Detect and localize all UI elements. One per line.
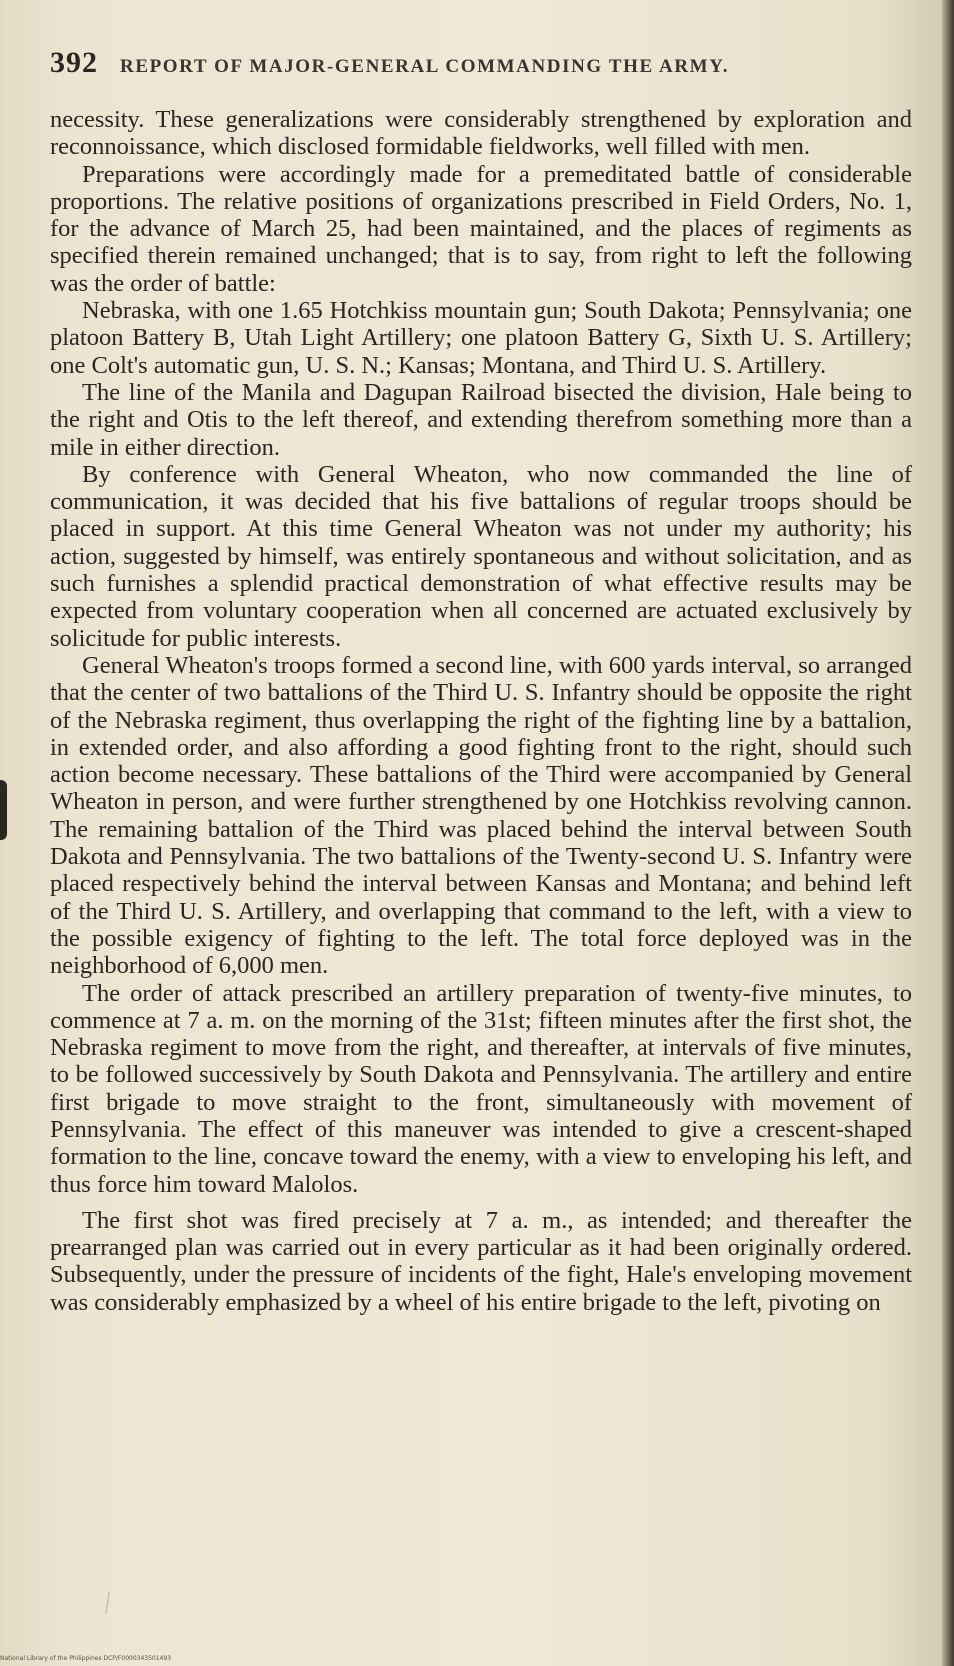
page-number: 392 <box>50 46 98 79</box>
paragraph-5: By conference with General Wheaton, who now commanded the line of communication, it was decided that his five battalions of regular troops should be placed in support. At this time General Wheaton was not under my authority; his action, suggested by himself, was entirely spontaneous and without solicitation, and as such furnishes a splendid practical demonstration of what effective results may be expected from voluntary cooperation when all concerned are actuated exclusively by solicitude for public interests. <box>50 460 912 652</box>
paragraph-6: General Wheaton's troops formed a second line, with 600 yards interval, so arranged that the center of two battalions of the Third U. S. Infantry should be opposite the right of the Nebraska regiment, thus overlapping the right of the fighting line by a battalion, in extended order, and also affording a good fighting front to the right, should such action become necessary. These battalions of the Third were accompanied by General Wheaton in person, and were further strengthened by one Hotchkiss revolving cannon. The remaining battalion of the Third was placed behind the interval between South Dakota and Pennsylvania. The two battalions of the Twenty-second U. S. Infantry were placed respectively behind the interval between Kansas and Montana; and behind left of the Third U. S. Artillery, and overlapping that command to the left, with a view to the possible exigency of fighting to the left. The total force deployed was in the neighborhood of 6,000 men. <box>50 651 912 980</box>
paragraph-7: The order of attack prescribed an artillery preparation of twenty-five minutes, to commence at 7 a. m. on the morning of the 31st; fifteen minutes after the first shot, the Nebraska regiment to move from the right, and thereafter, at intervals of five minutes, to be followed successively by South Dakota and Pennsylvania. The artillery and entire first brigade to move straight to the front, simultaneously with movement of Pennsylvania. The effect of this maneuver was intended to give a crescent-shaped formation to the line, concave toward the enemy, with a view to enveloping his left, and thus force him toward Malolos. <box>50 979 912 1198</box>
running-head: REPORT OF MAJOR-GENERAL COMMANDING THE ARMY. <box>120 56 730 77</box>
margin-smudge <box>0 780 7 840</box>
binding-edge-shadow <box>942 0 954 1666</box>
scan-footer-mark: National Library of the Philippines DCP/F0000343501493 <box>0 1655 171 1662</box>
paragraph-1: necessity. These generalizations were considerably strengthened by exploration and reconnoissance, which disclosed formidable fieldworks, well filled with men. <box>50 106 912 161</box>
page-header <box>50 46 910 86</box>
pencil-mark <box>105 1592 109 1614</box>
paragraph-3: Nebraska, with one 1.65 Hotchkiss mountain gun; South Dakota; Pennsylvania; one platoon Battery B, Utah Light Artillery; one platoon Battery G, Sixth U. S. Artillery; one Colt's automatic gun, U. S. N.; Kansas; Montana, and Third U. S. Artillery. <box>50 297 912 379</box>
paragraph-2: Preparations were accordingly made for a premeditated battle of considerable proportions. The relative positions of organizations prescribed in Field Orders, No. 1, for the advance of March 25, had been maintained, and the places of regiments as specified therein remained unchanged; that is to say, from right to left the following was the order of battle: <box>50 160 912 297</box>
paragraph-8: The first shot was fired precisely at 7 a. m., as intended; and thereafter the prearranged plan was carried out in every particular as it had been originally ordered. Subsequently, under the pressure of incidents of the fight, Hale's enveloping movement was considerably emphasized by a wheel of his entire brigade to the left, pivoting on <box>50 1206 912 1316</box>
paragraph-4: The line of the Manila and Dagupan Railroad bisected the division, Hale being to the right and Otis to the left thereof, and extending therefrom something more than a mile in either direction. <box>50 378 912 461</box>
body-text <box>50 106 912 1316</box>
